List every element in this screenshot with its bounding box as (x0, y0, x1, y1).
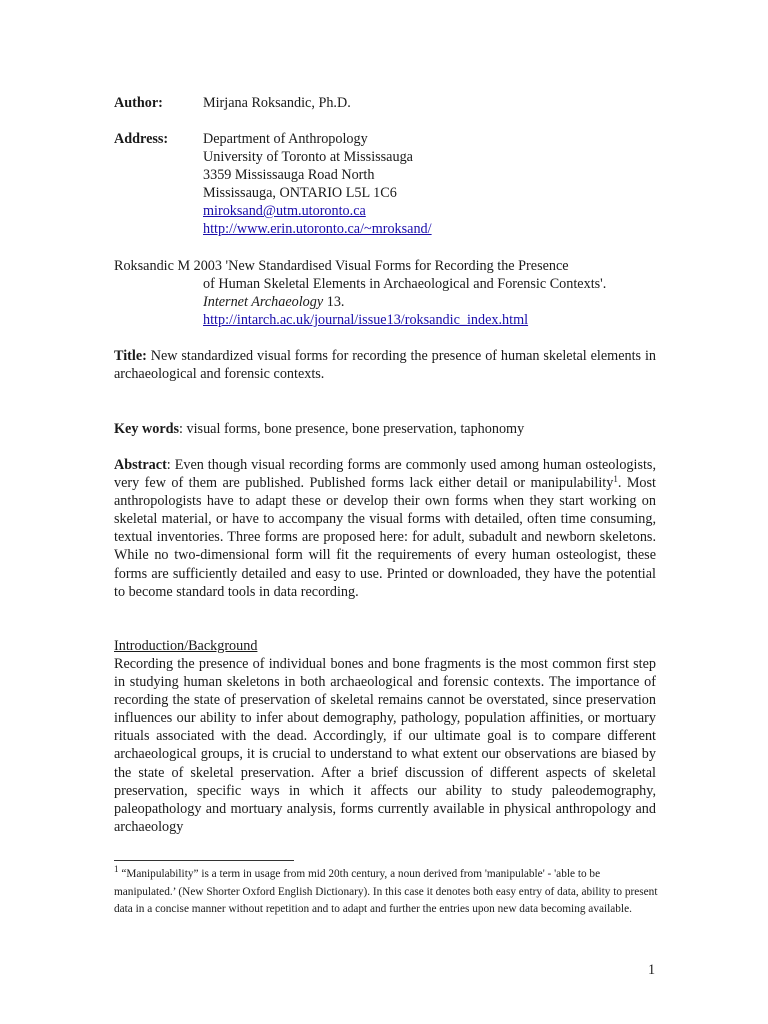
citation-issue: 13. (323, 294, 345, 310)
citation-url-link[interactable]: http://intarch.ac.uk/journal/issue13/roksandic_index.html (203, 312, 529, 328)
author-name: Mirjana Roksandic, Ph.D. (203, 95, 351, 111)
citation-line-1: Roksandic M 2003 'New Standardised Visual Forms for Recording the Presence (114, 258, 569, 274)
website-link-wrap (203, 220, 432, 238)
keywords-label: Key words (114, 421, 180, 437)
introduction-heading: Introduction/Background (114, 638, 258, 654)
page-number: 1 (648, 962, 656, 978)
abstract-label: Abstract (114, 457, 167, 473)
address-line-1: Department of Anthropology (203, 131, 368, 147)
footnote-reference[interactable]: 1 (613, 474, 618, 485)
introduction-paragraph (114, 655, 656, 836)
footnote-text: “Manipulability” is a term in usage from mid 20th century, a noun derived from 'manipulable' - 'able to be manipulated.’ (New Shorter Oxford English Dictionary). In this case it denotes both easy entry of data, ability to present data in a concise manner without repetition and to adapt and further the entries upon new data becoming available. (114, 868, 658, 915)
footnote-mark: 1 (114, 864, 119, 874)
citation-journal: Internet Archaeology (203, 294, 324, 310)
address-line-2: University of Toronto at Mississauga (203, 149, 413, 165)
address-label: Address: (114, 131, 169, 147)
abstract-text-1: : Even though visual recording forms are commonly used among human osteologists, very few of them are published. Published forms lack either detail or manipulability (114, 457, 656, 492)
citation-url-wrap (203, 311, 528, 329)
keywords-text: : visual forms, bone presence, bone preservation, taphonomy (179, 421, 525, 437)
title-text: New standardized visual forms for recording the presence of human skeletal elements in archaeological and forensic contexts. (114, 348, 656, 383)
address-line-3: 3359 Mississauga Road North (203, 167, 375, 183)
footnote-divider (114, 860, 294, 861)
abstract-text-2: . Most anthropologists have to adapt these or develop their own forms when they start working on skeletal material, or have to accompany the visual forms with detailed, often time consuming, textual inventories. Three forms are proposed here: for adult, subadult and newborn skeletons. While no two-dimensional form will fit the requirements of every human osteologist, these forms are sufficiently detailed and easy to use. Printed or downloaded, they have the potential to become standard tools in data recording. (114, 475, 656, 600)
email-link[interactable]: miroksand@utm.utoronto.ca (203, 203, 366, 219)
title-label: Title: (114, 348, 147, 364)
title-paragraph (114, 347, 656, 383)
abstract-paragraph (114, 456, 656, 601)
author-label: Author: (114, 95, 163, 111)
email-link-wrap (203, 202, 366, 220)
website-link[interactable]: http://www.erin.utoronto.ca/~mroksand/ (203, 221, 432, 237)
introduction-text: Recording the presence of individual bones and bone fragments is the most common first step in studying human skeletons in both archaeological and forensic contexts. The importance of recording the state of preservation of skeletal remains cannot be overstated, since preservation influences our ability to infer about demography, pathology, population affinities, or mortuary rituals associated with the dead. Accordingly, if our ultimate goal is to compare different archaeological groups, it is crucial to understand to what extent our observations are biased by the state of skeletal preservation. After a brief discussion of different aspects of skeletal preservation, specific ways in which it affects our ability to study paleodemography, paleopathology and mortuary analysis, forms currently available in physical anthropology and archaeology (114, 656, 656, 835)
keywords-line (114, 420, 524, 438)
citation-journal-line (203, 293, 344, 311)
citation-line-2: of Human Skeletal Elements in Archaeological and Forensic Contexts'. (203, 276, 607, 292)
footnote (114, 866, 659, 919)
address-line-4: Mississauga, ONTARIO L5L 1C6 (203, 185, 397, 201)
